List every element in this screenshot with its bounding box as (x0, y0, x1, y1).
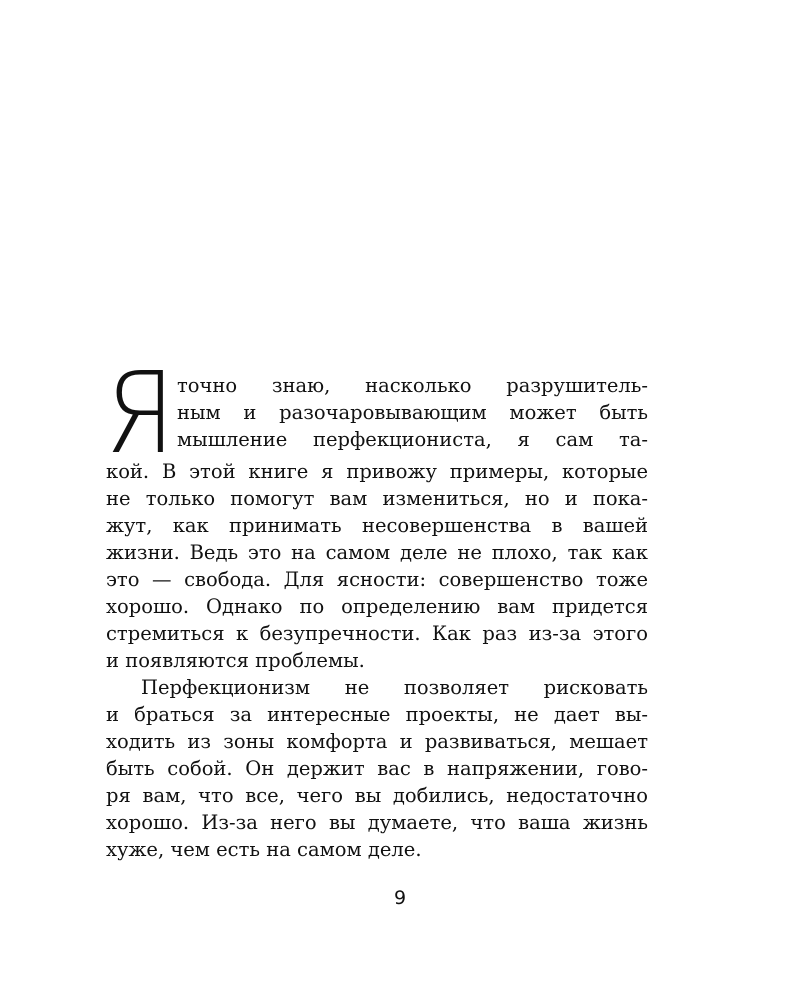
text-line: Перфекционизм не позволяет рисковать (141, 676, 648, 699)
page-number: 9 (393, 887, 407, 909)
text-line: мышление перфекциониста, я сам та- (177, 428, 648, 451)
text-line: ря вам, что все, чего вы добились, недостаточно (106, 784, 648, 807)
text-line: не только помогут вам измениться, но и пока- (106, 487, 648, 510)
text-line: хуже, чем есть на самом деле. (106, 838, 422, 861)
text-line: быть собой. Он держит вас в напряжении, гово- (106, 757, 648, 780)
text-line: хорошо. Однако по определению вам придется (106, 595, 648, 618)
drop-cap-letter: Я (104, 349, 176, 479)
text-line: ным и разочаровывающим может быть (177, 401, 648, 424)
text-line: и появляются проблемы. (106, 649, 365, 672)
text-line: кой. В этой книге я привожу примеры, которые (106, 460, 648, 483)
text-line: жут, как принимать несовершенства в вашей (106, 514, 648, 537)
text-line: и браться за интересные проекты, не дает вы- (106, 703, 648, 726)
text-line: хорошо. Из-за него вы думаете, что ваша жизнь (106, 811, 648, 834)
text-line: ходить из зоны комфорта и развиваться, мешает (106, 730, 648, 753)
text-line: стремиться к безупречности. Как раз из-за этого (106, 622, 648, 645)
text-line: это — свобода. Для ясности: совершенство тоже (106, 568, 648, 591)
text-line: точно знаю, насколько разрушитель- (177, 374, 648, 397)
text-line: жизни. Ведь это на самом деле не плохо, так как (106, 541, 648, 564)
